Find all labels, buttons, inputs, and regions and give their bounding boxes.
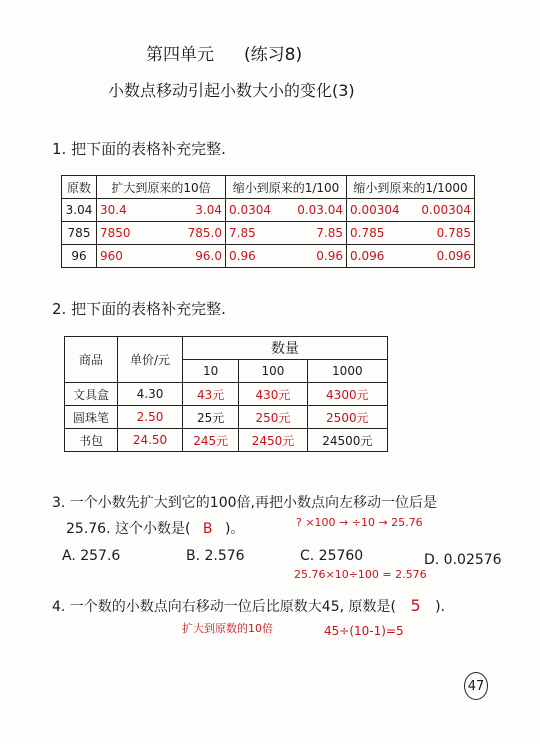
q2-header-price: 单价/元 [118, 337, 183, 383]
q2-qty-1000: 1000 [307, 360, 387, 383]
q1-answer-copy: 3.04 [195, 203, 222, 217]
q1-answer: 7.85 [229, 226, 256, 240]
q1-orig-cell: 96 [62, 245, 97, 268]
q4-question: 4. 一个数的小数点向右移动一位后比原数大45, 原数是( [52, 599, 396, 615]
q2-header-qty: 数量 [183, 337, 388, 360]
q1-answer: 0.0304 [229, 203, 271, 217]
q3-text-prefix: 25.76. 这个小数是( [66, 521, 191, 537]
q2-product: 文具盒 [65, 383, 118, 406]
q1-answer-copy: 0.00304 [421, 203, 471, 217]
q3-option-a: A. 257.6 [62, 548, 121, 564]
q2-qty-100: 100 [239, 360, 307, 383]
q2-title: 2. 把下面的表格补充完整. [52, 300, 226, 318]
q1-answer: 7850 [100, 226, 131, 240]
q1-table [61, 175, 475, 268]
q2-answer: 43元 [183, 383, 239, 406]
lesson-title: 小数点移动引起小数大小的变化(3) [108, 81, 355, 100]
table-row [62, 199, 475, 222]
q2-answer: 250元 [239, 406, 307, 429]
q3-text-line2 [66, 518, 244, 538]
unit-title: 第四单元 [146, 45, 214, 65]
table-row [65, 429, 388, 452]
table-row [62, 222, 475, 245]
q2-answer: 430元 [239, 383, 307, 406]
q2-table [64, 336, 388, 452]
q1-answer-copy: 7.85 [316, 226, 343, 240]
q2-product: 书包 [65, 429, 118, 452]
q1-header-c: 缩小到原来的1/1000 [347, 176, 475, 199]
q1-answer: 0.96 [229, 249, 256, 263]
q2-answer: 2500元 [307, 406, 387, 429]
q4-calc: 45÷(10-1)=5 [324, 624, 404, 638]
q1-answer-copy: 96.0 [195, 249, 222, 263]
q2-price: 24.50 [118, 429, 183, 452]
q1-title: 1. 把下面的表格补充完整. [52, 140, 226, 158]
q2-product: 圆珠笔 [65, 406, 118, 429]
q4-text [52, 596, 445, 616]
q1-orig-cell: 785 [62, 222, 97, 245]
q2-price: 2.50 [118, 406, 183, 429]
q4-note: 扩大到原数的10倍 [182, 622, 273, 635]
q4-close: ). [435, 599, 445, 615]
q1-answer: 0.785 [350, 226, 385, 240]
q1-answer-copy: 0.96 [316, 249, 343, 263]
q1-answer-copy: 0.096 [436, 249, 471, 263]
q2-answer: 25元 [183, 406, 239, 429]
q2-header-product: 商品 [65, 337, 118, 383]
q1-answer: 960 [100, 249, 123, 263]
q2-answer: 245元 [183, 429, 239, 452]
q3-option-b: B. 2.576 [186, 548, 245, 564]
q4-answer: 5 [410, 596, 421, 615]
q1-answer: 0.096 [350, 249, 385, 263]
q1-header-orig: 原数 [62, 176, 97, 199]
table-row [65, 383, 388, 406]
q1-answer-copy: 0.03.04 [297, 203, 343, 217]
q2-answer: 2450元 [239, 429, 307, 452]
table-row [62, 245, 475, 268]
q2-answer: 4300元 [307, 383, 387, 406]
q1-answer-copy: 785.0 [187, 226, 222, 240]
q1-answer-copy: 0.785 [436, 226, 471, 240]
q3-text-suffix: )。 [224, 521, 245, 537]
q1-header-a: 扩大到原来的10倍 [97, 176, 226, 199]
q1-header-b: 缩小到原来的1/100 [226, 176, 347, 199]
practice-label: (练习8) [244, 45, 303, 65]
q2-price: 4.30 [118, 383, 183, 406]
q2-answer: 24500元 [307, 429, 387, 452]
q3-calc: 25.76×10÷100 = 2.576 [294, 568, 427, 581]
q1-orig-cell: 3.04 [62, 199, 97, 222]
q3-option-d: D. 0.02576 [424, 552, 502, 568]
q1-answer: 0.00304 [350, 203, 400, 217]
q1-answer: 30.4 [100, 203, 127, 217]
q3-answer: B [202, 521, 213, 537]
table-row [65, 406, 388, 429]
q3-text-line1: 3. 一个小数先扩大到它的100倍,再把小数点向左移动一位后是 [52, 495, 437, 511]
q3-work: ? ×100 → ÷10 → 25.76 [296, 516, 423, 529]
q2-qty-10: 10 [183, 360, 239, 383]
page-number: 47 [464, 672, 488, 700]
q3-option-c: C. 25760 [300, 548, 364, 564]
